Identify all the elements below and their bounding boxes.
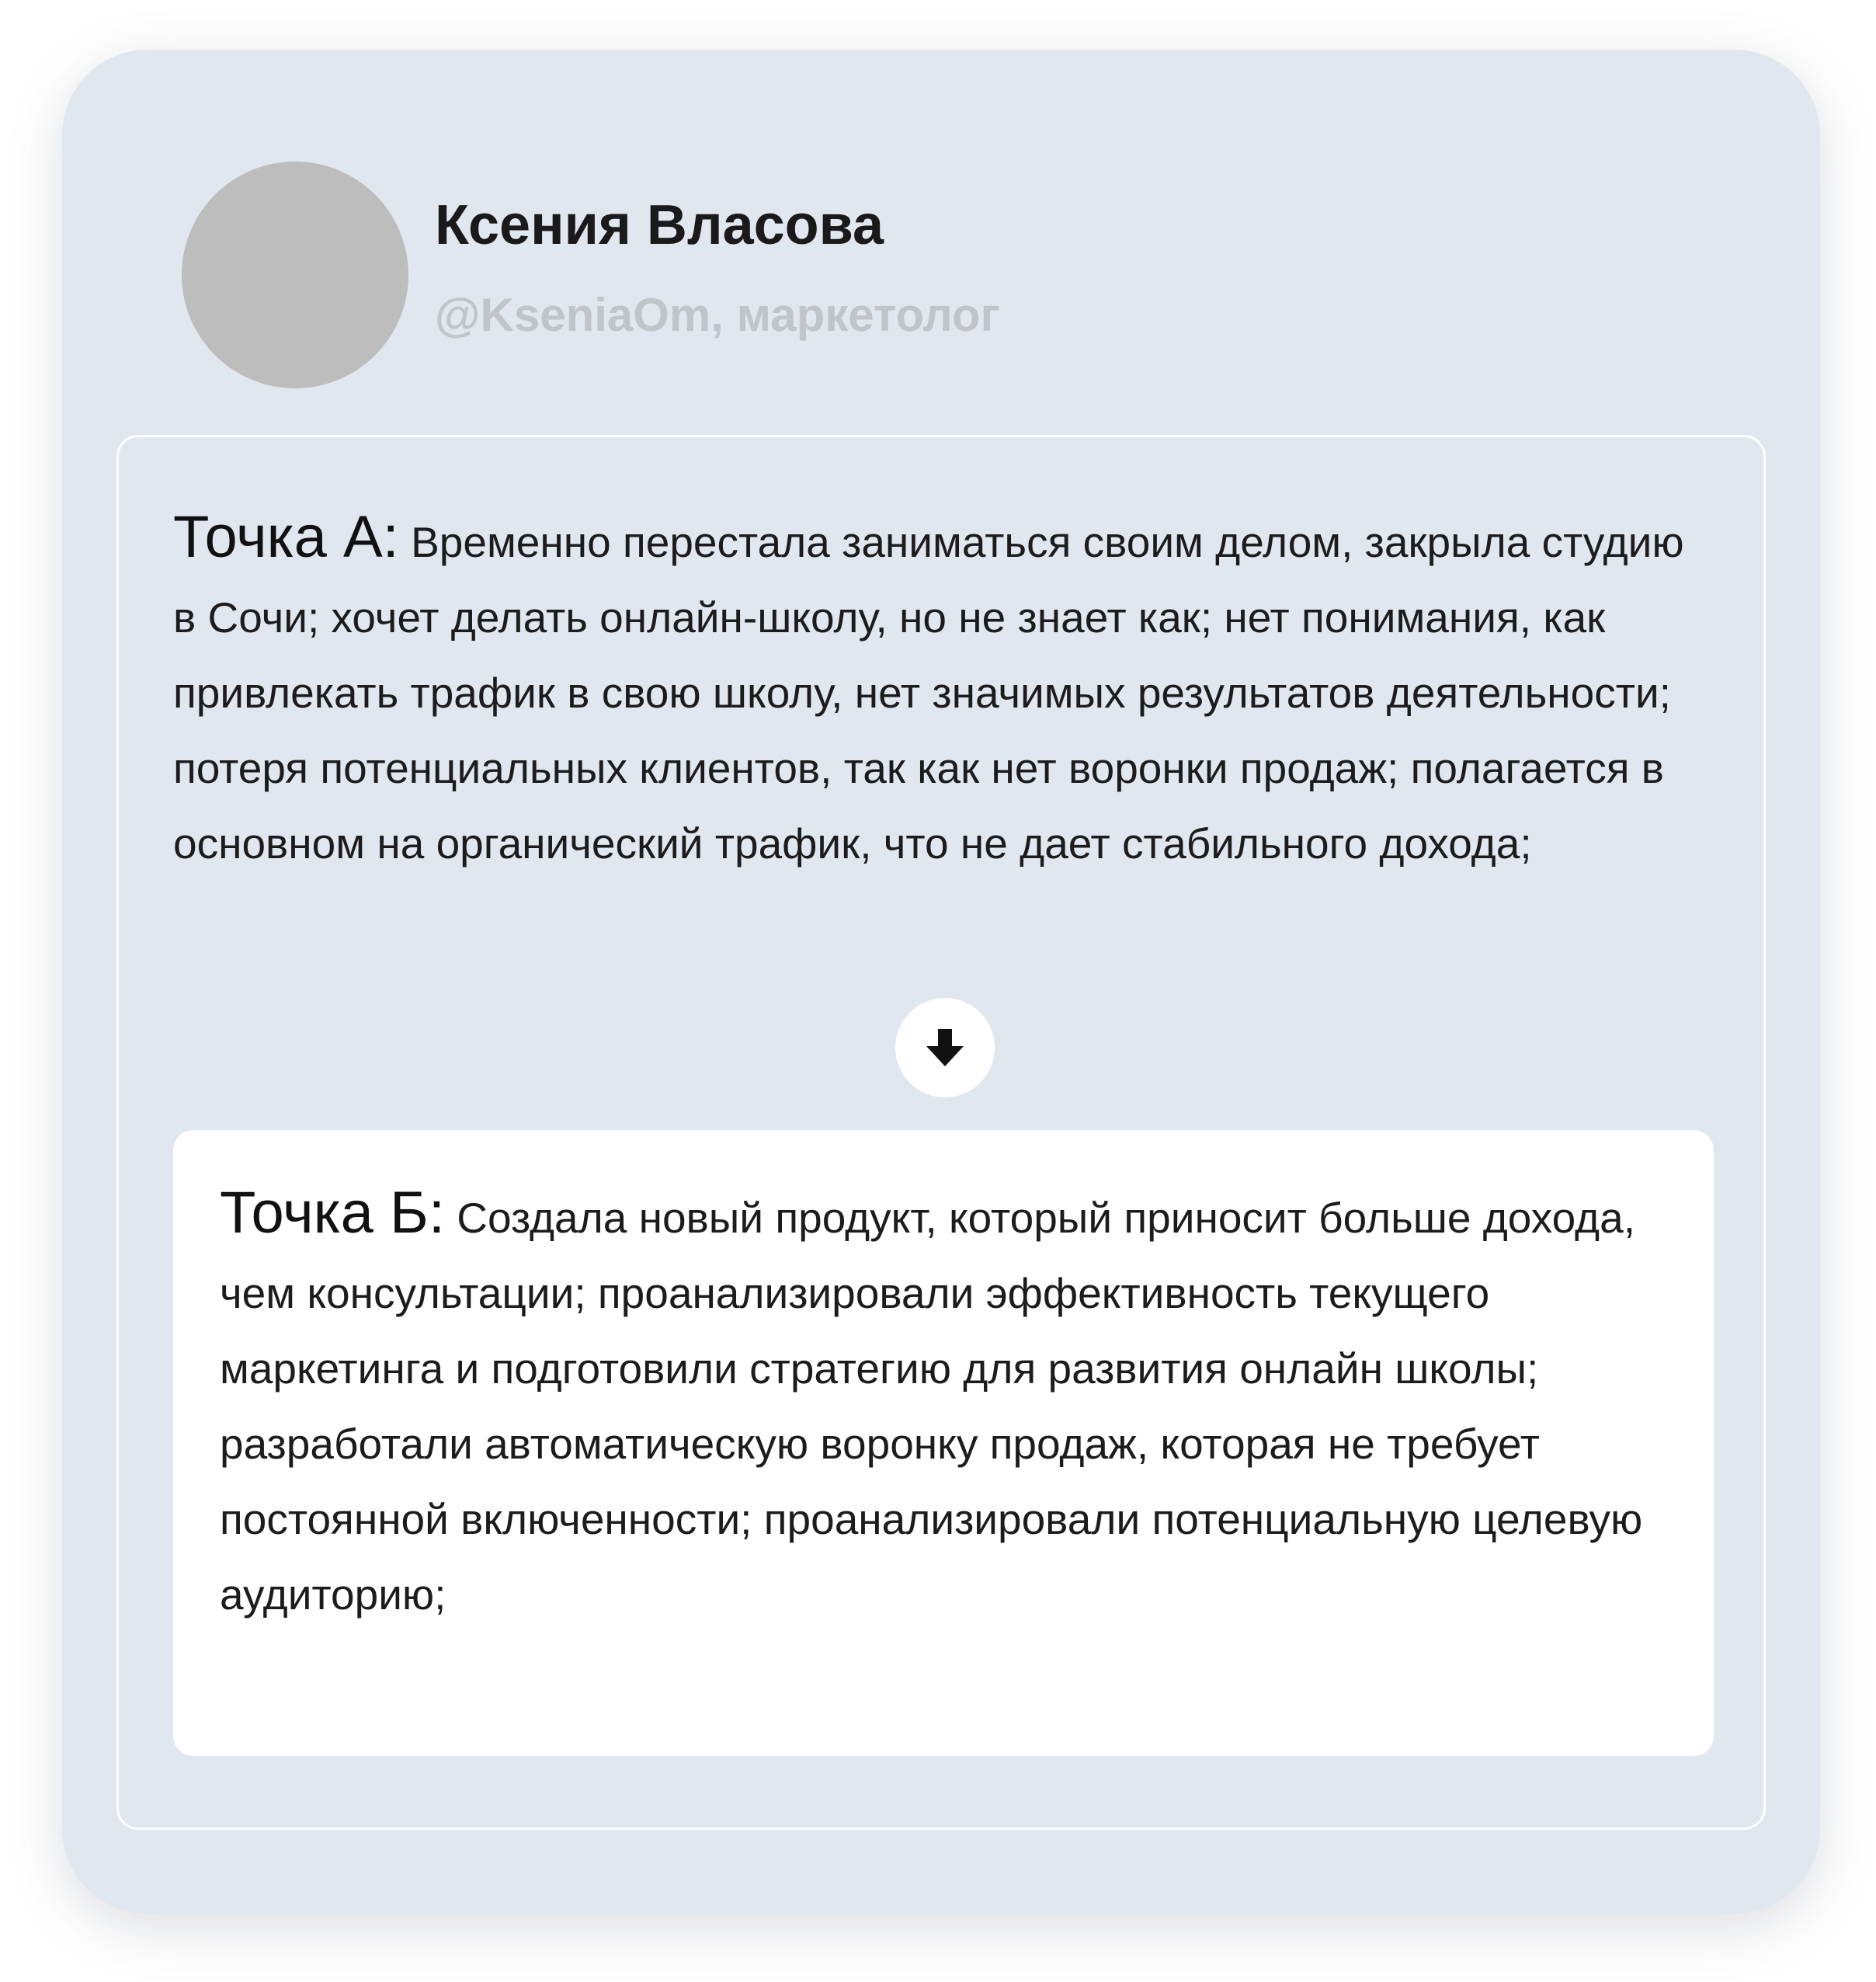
avatar	[182, 162, 408, 388]
case-content	[116, 435, 1766, 1830]
point-b-text: Создала новый продукт, который приносит больше дохода, чем консультации; проанализировали эффективность текущего маркетинга и подготовили стратегию для развития онлайн школы; разработали автоматическую воронку продаж, которая не требует постоянной включенности; проанализировали потенциальную целевую аудиторию;	[220, 1194, 1643, 1619]
transition-arrow	[895, 998, 995, 1097]
author-name: Ксения Власова	[435, 194, 884, 256]
point-b-box	[173, 1130, 1714, 1756]
author-handle: @KseniaOm, маркетолог	[435, 289, 1000, 341]
point-b-label: Точка Б:	[220, 1180, 445, 1246]
point-a-text: Временно перестала заниматься своим делом, закрыла студию в Сочи; хочет делать онлайн-школу, но не знает как; нет понимания, как привлекать трафик в свою школу, нет значимых результатов деятельности; потеря потенциальных клиентов, так как нет воронки продаж; полагается в основном на органический трафик, что не дает стабильного дохода;	[173, 518, 1684, 868]
point-a-paragraph	[173, 499, 1718, 881]
point-a-label: Точка А:	[173, 504, 399, 570]
arrow-down-icon	[922, 1024, 968, 1071]
testimonial-card	[62, 50, 1820, 1914]
point-b-paragraph	[220, 1175, 1680, 1633]
